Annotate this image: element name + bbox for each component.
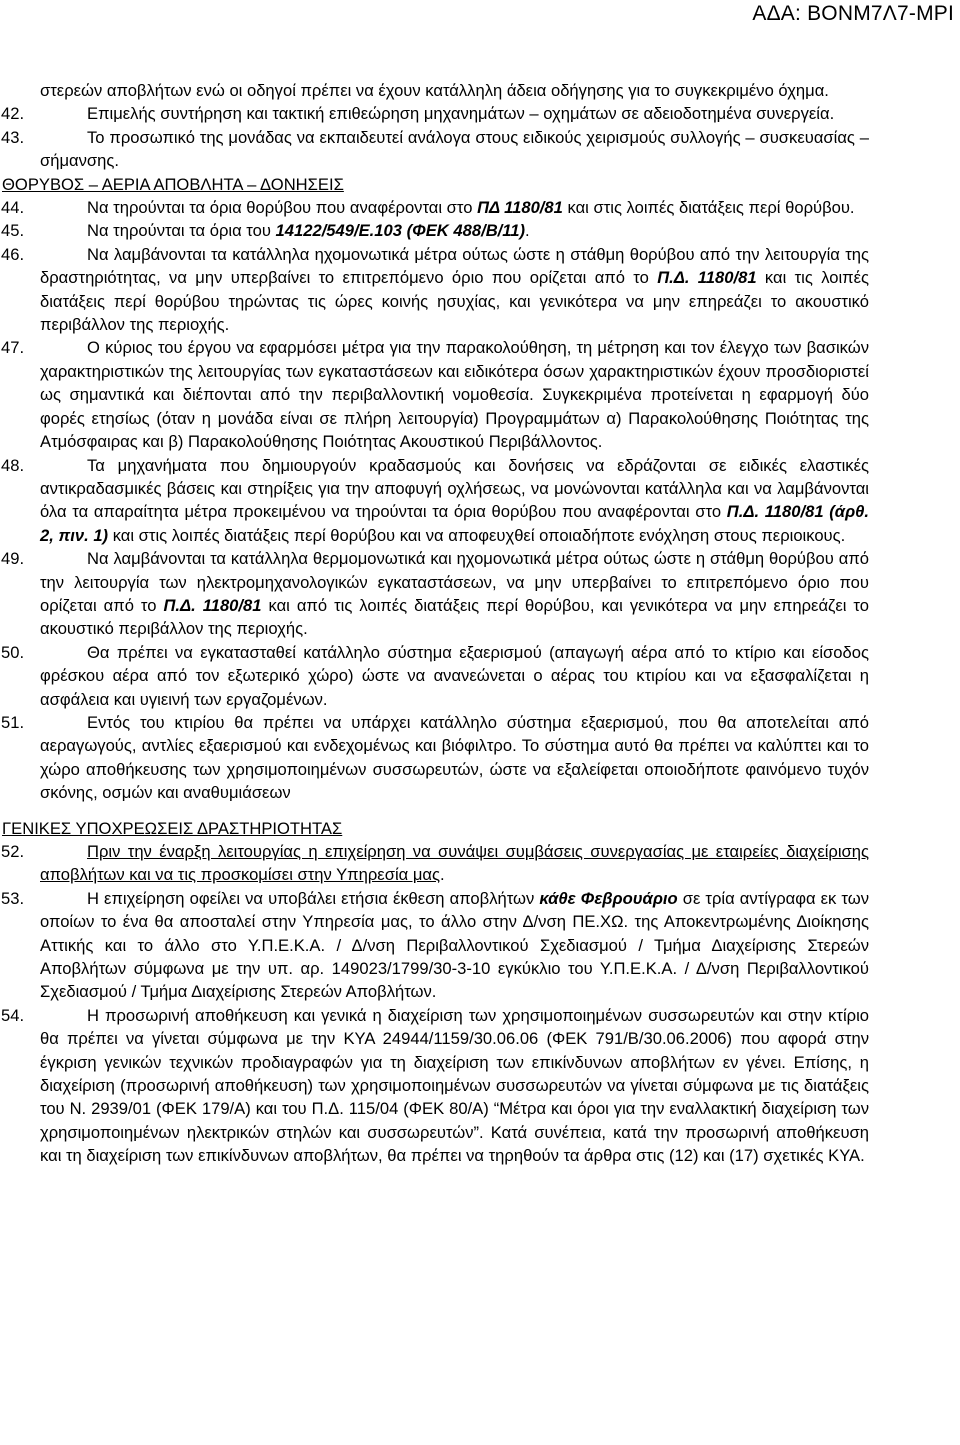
emphasis-text: Π.Δ. 1180/81	[163, 595, 262, 615]
item-text	[40, 336, 869, 453]
intro-paragraph: στερεών αποβλήτων ενώ οι οδηγοί πρέπει να έχουν κατάλληλη άδεια οδήγησης για το συγκεκριμένο όχημα.	[40, 81, 829, 100]
numbered-item	[1, 454, 869, 548]
emphasis-text: Π.Δ. 1180/81 (άρθ. 2, πιν. 1)	[40, 502, 869, 545]
emphasis-text: κάθε Φεβρουάριο	[539, 888, 678, 908]
item-number: 49.	[1, 549, 25, 569]
emphasis-text: 14122/549/Ε.103 (ΦΕΚ 488/Β/11)	[275, 221, 526, 241]
item-text	[40, 711, 869, 805]
numbered-item	[1, 547, 869, 641]
item-text-run: Ο κύριος του έργου να εφαρμόσει μέτρα για την παρακολούθηση, τη μέτρηση και τον έλεγχο των βασικών χαρακτηριστικών της λειτουργίας των εγκαταστάσεων και ειδικότερα όσων χαρακτηριστικών έχουν προσδιοριστεί ως σημαντικά και διέπονται από την περιβαλλοντική νομοθεσία. Συγκεκριμένα προτείνεται η εφαρμογή δύο φορές ετησίως (όταν η μονάδα είναι σε πλήρη λειτουργία) Προγραμμάτων α) Παρακολούθησης Ποιότητας της Ατμόσφαιρας και β) Παρακολούθησης Ποιότητας Ακουστικού Περιβάλλοντος.	[40, 338, 869, 452]
item-text	[40, 547, 869, 641]
item-number: 48.	[1, 455, 25, 475]
item-text-run: Επιμελής συντήρηση και τακτική επιθεώρηση μηχανημάτων – οχημάτων σε αδειοδοτημένα συνεργεία.	[87, 104, 835, 124]
item-text-run: Τα μηχανήματα που δημιουργούν κραδασμούς και δονήσεις να εδράζονται σε ειδικές ελαστικές αντικραδασμικές βάσεις και στηρίξεις για την αποφυγή οχλήσεως, να μονώνονται κατάλληλα και να λαμβάνονται όλα τα απαραίτητα μέτρα προκειμένου να τηρούνται τα όρια θορύβου που αναφέρονται στο	[40, 455, 869, 522]
item-text-run: Η επιχείρηση οφείλει να υποβάλει ετήσια έκθεση αποβλήτων	[87, 888, 540, 908]
items-list-a	[1, 102, 869, 172]
item-text-run: και τις λοιπές διατάξεις περί θορύβου τηρώντας τις ώρες κοινής ησυχίας, και γενικότερα να μην επηρεάζει το ακουστικό περιβάλλον της περιοχής.	[40, 268, 870, 335]
numbered-item	[1, 840, 869, 887]
item-text-run: Θα πρέπει να εγκατασταθεί κατάλληλο σύστημα εξαερισμού (απαγωγή αέρα από το κτίριο και είσοδος φρέσκου αέρα από τον εξωτερικό χώρο) ώστε να ανανεώνεται ο αέρας του κτιρίου και να εξασφαλίζεται η ασφάλεια και υγιεινή των εργαζομένων.	[40, 642, 869, 709]
item-number: 51.	[1, 712, 25, 732]
item-text	[40, 887, 869, 1004]
item-number: 54.	[1, 1005, 25, 1025]
item-text-run: Εντός του κτιρίου θα πρέπει να υπάρχει κατάλληλο σύστημα εξαερισμού, που θα αποτελείται από αεραγωγούς, αντλίες εξαερισμού και ενδεχομένως και βιόφιλτρο. Το σύστημα αυτό θα πρέπει να καλύπτει και το χώρο αποθήκευσης των χρησιμοποιημένων συσσωρευτών, ώστε να εξαλείφεται οποιοδήποτε φαινόμενο τυχόν σκόνης, οσμών και αναθυμιάσεων	[40, 712, 869, 803]
item-number: 44.	[1, 198, 25, 218]
item-text-run: .	[525, 221, 530, 241]
ada-header: ΑΔΑ: ΒΟΝΜ7Λ7-ΜΡΙ	[752, 2, 954, 25]
item-text	[40, 641, 869, 711]
items-list-general	[1, 840, 869, 1168]
item-number: 52.	[1, 842, 25, 861]
item-text	[40, 196, 869, 219]
item-number: 46.	[1, 244, 25, 264]
numbered-item	[1, 196, 869, 219]
item-text	[40, 1004, 869, 1168]
document-body	[1, 79, 870, 1168]
item-text	[40, 219, 869, 242]
item-text	[40, 243, 869, 337]
item-number: 47.	[1, 338, 25, 358]
numbered-item	[1, 243, 870, 337]
item-text-run: Να τηρούνται τα όρια του	[87, 221, 276, 241]
item-text	[40, 126, 869, 173]
item-text-run: σε τρία αντίγραφα εκ των οποίων το ένα θα αποσταλεί στην Υπηρεσία μας, το άλλο στην Δ/νση ΠΕ.ΧΩ. της Αποκεντρωμένης Διοίκησης Αττικής και το άλλο στο Υ.Π.Ε.Κ.Α. / Δ/νση Περιβαλλοντικού Σχεδιασμού / Τμήμα Διαχείρισης Στερεών Αποβλήτων σύμφωνα με την υπ. αρ. 149023/1799/30-3-10 εγκύκλιο του Υ.Π.Ε.Κ.Α. / Δ/νση Περιβαλλοντικού Σχεδιασμού / Τμήμα Διαχείρισης Στερεών Αποβλήτων.	[40, 888, 869, 1002]
item-text-run: .	[439, 865, 445, 885]
item-number: 53.	[1, 888, 25, 908]
item-number: 45.	[1, 221, 25, 241]
emphasis-text: ΠΔ 1180/81	[477, 198, 563, 218]
numbered-item	[1, 219, 869, 242]
section-heading-noise: ΘΟΡΥΒΟΣ – ΑΕΡΙΑ ΑΠΟΒΛΗΤΑ – ΔΟΝΗΣΕΙΣ	[2, 174, 344, 194]
item-text-run: και στις λοιπές διατάξεις περί θορύβου και να αποφευχθεί οποιαδήποτε ενόχληση στους περιοικους.	[108, 525, 846, 545]
item-text	[40, 454, 869, 548]
numbered-item	[1, 711, 869, 805]
numbered-item	[1, 887, 869, 1004]
item-number: 42.	[1, 104, 25, 124]
item-text-run: και από τις λοιπές διατάξεις περί θορύβου, και γενικότερα να μην επηρεάζει το ακουστικό περιβάλλον της περιοχής.	[40, 595, 869, 639]
item-text	[40, 102, 869, 125]
spacer	[40, 805, 869, 817]
item-text-run: Το προσωπικό της μονάδας να εκπαιδευτεί ανάλογα στους ειδικούς χειρισμούς συλλογής – συσκευασίας – σήμανσης.	[40, 127, 869, 171]
emphasis-text: Π.Δ. 1180/81	[657, 268, 757, 288]
numbered-item	[1, 102, 869, 125]
item-text-run: Να τηρούνται τα όρια θορύβου που αναφέρονται στο	[87, 198, 478, 218]
section-heading-general: ΓΕΝΙΚΕΣ ΥΠΟΧΡΕΩΣΕΙΣ ΔΡΑΣΤΗΡΙΟΤΗΤΑΣ	[2, 818, 343, 838]
item-text-run: Η προσωρινή αποθήκευση και γενικά η διαχείριση των χρησιμοποιημένων συσσωρευτών και στην κτίριο θα πρέπει να γίνεται σύμφωνα με την ΚΥΑ 24944/1159/30.06.06 (ΦΕΚ 791/Β/30.06.2006) που αφορά στην έγκριση γενικών τεχνικών προδιαγραφών για τη διαχείριση των επικίνδυνων αποβλήτων εν γένει. Επίσης, η διαχείριση (προσωρινή αποθήκευση) των χρησιμοποιημένων συσσωρευτών να γίνεται σύμφωνα με τις διατάξεις του Ν. 2939/01 (ΦΕΚ 179/Α) και του Π.Δ. 115/04 (ΦΕΚ 80/Α) “Μέτρα και όροι για την εναλλακτική διαχείριση των χρησιμοποιημένων ηλεκτρικών στηλών και συσσωρευτών”. Κατά συνέπεια, κατά την προσωρινή αποθήκευση και τη διαχείριση των επικίνδυνων αποβλήτων, θα πρέπει να τηρηθούν τα άρθρα στις (12) και (17) σχετικές ΚΥΑ.	[40, 1005, 869, 1166]
numbered-item	[1, 1004, 869, 1168]
item-text-run: και στις λοιπές διατάξεις περί θορύβου.	[562, 198, 855, 218]
emphasis-text: Πριν την έναρξη λειτουργίας η επιχείρηση να συνάψει συμβάσεις συνεργασίας με εταιρείες διαχείρισης αποβλήτων και να τις προσκομίσει στην Υπηρεσία μας	[40, 842, 869, 885]
numbered-item	[1, 126, 869, 173]
item-number: 50.	[1, 642, 25, 662]
item-text	[40, 840, 869, 887]
item-text-run: Να λαμβάνονται τα κατάλληλα ηχομονωτικά μέτρα ούτως ώστε η στάθμη θορύβου από την λειτουργία της δραστηριότητας, να μην υπερβαίνει το επιτρεπόμενο όριο που ορίζεται από το	[40, 244, 869, 288]
numbered-item	[1, 336, 869, 453]
numbered-item	[1, 641, 869, 711]
items-list-noise	[1, 196, 870, 805]
item-text-run: Να λαμβάνονται τα κατάλληλα θερμομονωτικά και ηχομονωτικά μέτρα ούτως ώστε η στάθμη θορύβου από την λειτουργία των ηλεκτρομηχανολογικών εγκαταστάσεων, να μην υπερβαίνει το επιτρεπόμενο όριο που ορίζεται από το	[40, 549, 869, 615]
item-number: 43.	[1, 127, 25, 147]
